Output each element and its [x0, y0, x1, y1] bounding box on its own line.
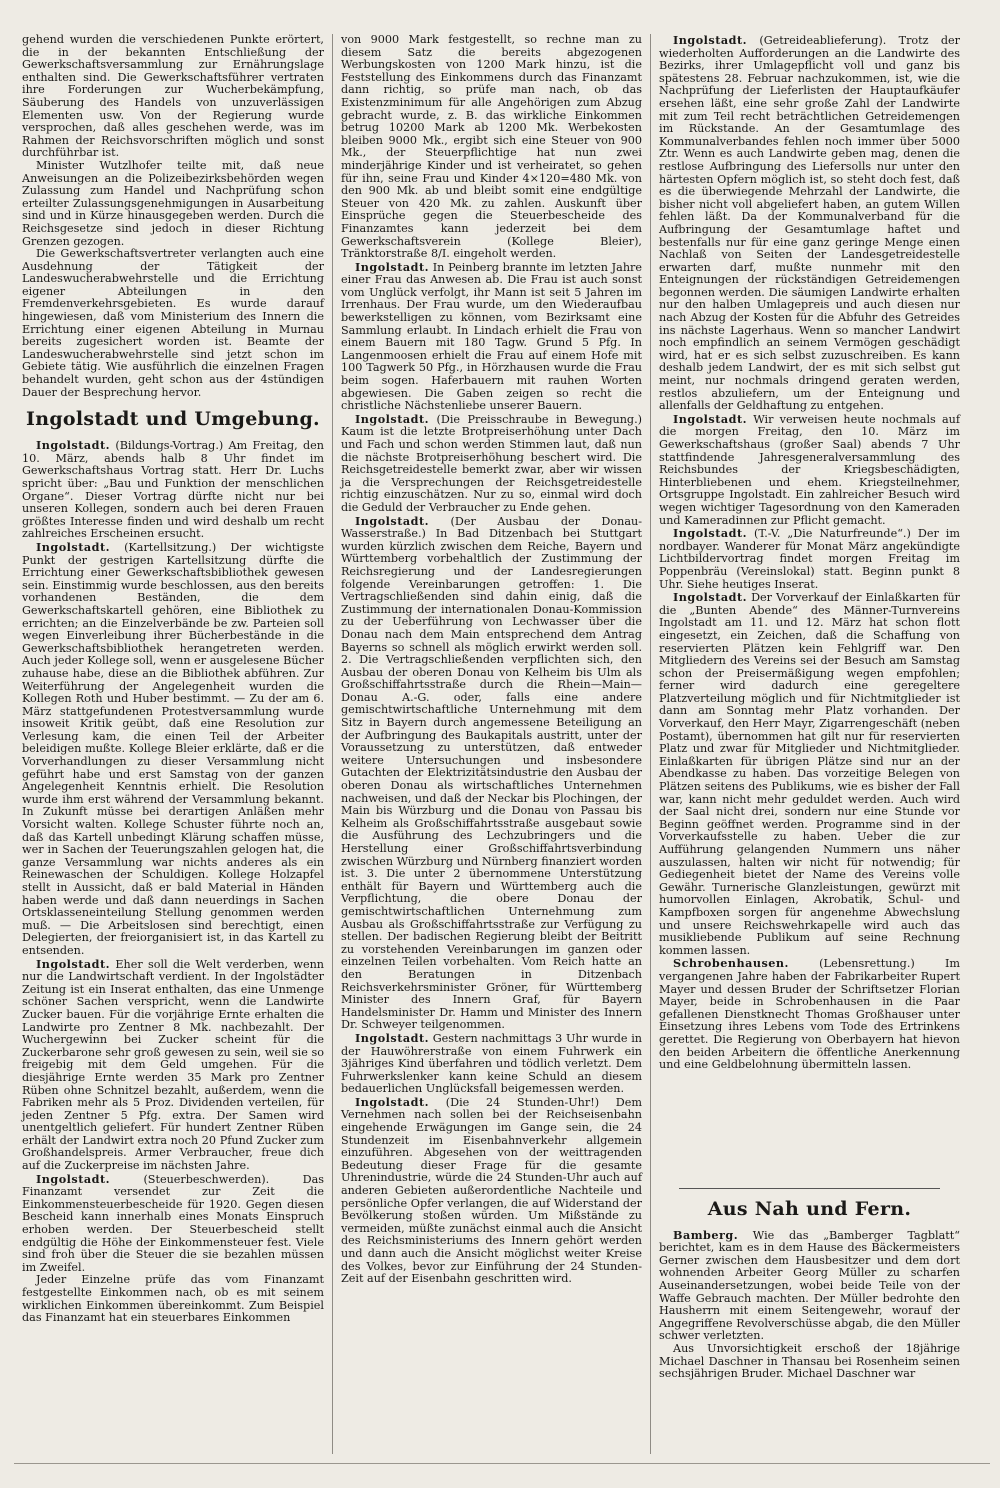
- article-paragraph: [341, 515, 642, 1032]
- article-text: (T.-V. „Die Naturfreunde“.) Der im nordbayer. Wanderer für Monat März angekündigte Lichtbildervortrag findet morgen Freitag im Poppenbräu (Vereinslokal) statt. Beginn punkt 8 Uhr. Siehe heutiges Inserat.: [659, 527, 960, 591]
- article-paragraph: [341, 34, 642, 261]
- article-kicker: Schrobenhausen.: [673, 956, 789, 971]
- article-kicker: Ingolstadt.: [673, 411, 748, 426]
- bleed-through-shadow: [659, 1078, 960, 1178]
- article-paragraph: [22, 160, 324, 248]
- section-heading-aus-nah-und-fern: Aus Nah und Fern.: [707, 1197, 912, 1220]
- column-layout: [14, 34, 990, 1454]
- column-middle-body: [341, 34, 642, 1286]
- article-kicker: Ingolstadt.: [36, 438, 111, 453]
- article-text: (Bildungs-Vortrag.) Am Freitag, den 10. März, abends halb 8 Uhr findet im Gewerkschaftshaus Vortrag statt. Herr Dr. Luchs spricht über: „Bau und Funktion der menschlichen Organe“. Dieser Vortrag dürfte nicht nur bei unseren Kollegen, sondern auch bei deren Frauen größtes Interesse finden und wird deshalb um recht zahlreiches Erscheinen ersucht.: [22, 439, 325, 541]
- column-middle: [332, 34, 650, 1454]
- article-text: (Die 24 Stunden-Uhr!) Dem Vernehmen nach sollen bei der Reichseisenbahn eingehende Erwägungen im Gange sein, die 24 Stundenzeit im Eisenbahnverkehr allgemein einzuführen. Abgesehen von der weittragenden Bedeutung dieser Frage für die gesamte Uhrenindustrie, würde die 24 Stunden-Uhr auch auf anderen Gebieten außerordentliche Nachteile und persönliche Opfer verlangen, die auf Widerstand der Bevölkerung stoßen würden. Um Mißstände zu vermeiden, müßte zunächst einmal auch die Ansicht des Reichsministeriums des Innern gehört werden und dann auch die Ansicht möglichst weiter Kreise des Volkes, bevor zur Einführung der 24 Stunden-Zeit auf der Eisenbahn geschritten wird.: [341, 1095, 642, 1286]
- article-text: Eher soll die Welt verderben, wenn nur die Landwirtschaft verdient. In der Ingolstädter Zeitung ist ein Inserat enthalten, das eine Unmenge schöner Sachen verspricht, wenn die Landwirte Zucker bauen. Für die vorjährige Ernte erhalten die Landwirte pro Zentner 8 Mk. nachbezahlt. Der Wuchergewinn bei Zucker scheint für die Zuckerbarone sehr groß gewesen zu sein, weil sie so freigebig mit dem Geld umgehen. Für die diesjährige Ernte werden 35 Mark pro Zentner Rüben ohne Schnitzel bezahlt, außerdem, wenn die Fabriken mehr als 5 Proz. Dividenden verteilen, für jeden Zentner 5 Pfg. extra. Der Samen wird unentgeltlich geliefert. Für hundert Zentner Rüben erhält der Landwirt extra noch 20 Pfund Zucker zum Großhandelspreis. Armer Verbraucher, freue dich auf die Zuckerpreise im nächsten Jahre.: [22, 957, 325, 1173]
- article-text: (Der Ausbau der Donau-Wasserstraße.) In Bad Ditzenbach bei Stuttgart wurden kürzlich zwischen dem Reiche, Bayern und Württemberg vorbehaltlich der Zustimmung der Reichsregierung und der Landesregierungen folgende Vereinbarungen getroffen: 1. Die Vertragschließenden sind dahin einig, daß die Zustimmung der internationalen Donau-Kommission zu der Ueberführung von Lechwasser über die Donau nach dem Main entsprechend dem Antrag Bayerns so schnell als möglich erwirkt werden soll. 2. Die Vertragschließenden verpflichten sich, den Ausbau der oberen Donau von Kelheim bis Ulm als Großschiffahrtsstraße durch die Rhein—Main—Donau A.-G. oder, falls eine andere gemischtwirtschaftliche Unternehmung mit dem Sitz in Bayern durch angemessene Beteiligung an der Aufbringung des Baukapitals austritt, unter der Voraussetzung zu unterstützen, daß entweder weitere Untersuchungen und insbesondere Gutachten der Elektrizitätsindustrie den Ausbau der oberen Donau als wirtschaftliches Unternehmen nachweisen, und daß der Neckar bis Plochingen, der Main bis Würzburg und die Donau von Passau bis Kelheim als Großschiffahrtsstraße ausgebaut sowie die Ausführung des Lechzubringers und die Herstellung einer Großschiffahrtsverbindung zwischen Würzburg und Nürnberg finanziert worden ist. 3. Die unter 2 übernommene Unterstützung enthält für Bayern und Württemberg auch die Verpflichtung, die obere Donau der gemischtwirtschaftlichen Unternehmung zum Ausbau als Großschiffahrtsstraße zur Verfügung zu stellen. Der badischen Regierung bleibt der Beitritt zu vorstehenden Vereinbarungen im ganzen oder einzelnen Teilen vorbehalten. Vom Reich hatte an den Beratungen in Ditzenbach Reichsverkehrsminister Gröner, für Württemberg Minister des Innern Graf, für Bayern Handelsminister Dr. Hamm und Minister des Innern Dr. Schweyer teilgenommen.: [341, 514, 642, 1032]
- article-paragraph: [341, 413, 642, 515]
- article-paragraph: [22, 34, 324, 160]
- column-right-section-body: [659, 1229, 960, 1381]
- column-left: [14, 34, 332, 1454]
- article-kicker: Ingolstadt.: [36, 539, 111, 554]
- article-text: In Peinberg brannte im letzten Jahre einer Frau das Anwesen ab. Die Frau ist auch sonst vom Unglück verfolgt, ihr Mann ist seit 5 Jahren im Irrenhaus. Der Frau wurde, um den Wiederaufbau bewerkstelligen zu können, vom Bezirksamt eine Sammlung erlaubt. In Lindach erhielt die Frau von einem Bauern mit 180 Tagw. Grund 5 Pfg. In Langenmoosen erhielt die Frau auf einem Hofe mit 100 Tagwerk 50 Pfg., in Hörzhausen wurde die Frau beim sogen. Haferbauern mit rauhen Worten abgewiesen. Die Gaben zeigen so recht die christliche Nächstenliebe unserer Bauern.: [341, 260, 642, 413]
- article-kicker: Ingolstadt.: [355, 1030, 430, 1045]
- article-paragraph: [22, 958, 324, 1173]
- article-paragraph: [341, 261, 642, 413]
- article-paragraph: [659, 527, 960, 591]
- column-right: [650, 34, 968, 1454]
- article-paragraph: [659, 1343, 960, 1381]
- article-text: Gestern nachmittags 3 Uhr wurde in der Hauwöhrerstraße von einem Fuhrwerk ein 3jähriges Kind überfahren und tödlich verletzt. Dem Fuhrwerkslenker kann keine Schuld an diesem bedauerlichen Unglücksfall beigemessen werden.: [341, 1031, 642, 1096]
- article-paragraph: [22, 1173, 324, 1275]
- article-text: von 9000 Mark festgestellt, so rechne man zu diesem Satz die bereits abgezogenen Werbungskosten von 1200 Mark hinzu, ist die Feststellung des Einkommens durch das Finanzamt dann richtig, so prüfe man nach, ob das Existenzminimum für alle Angehörigen zum Abzug gebracht wurde, z. B. das wirkliche Einkommen betrug 10200 Mark ab 1200 Mk. Werbekosten bleiben 9000 Mk., ergibt sich eine Steuer von 900 Mk., der Steuerpflichtige hat nun zwei minderjährige Kinder und ist verheiratet, so gehen für ihn, seine Frau und Kinder 4×120=480 Mk. von den 900 Mk. ab und bleibt somit eine endgültige Steuer von 420 Mk. zu zahlen. Auskunft über Einsprüche gegen die Steuerbescheide des Finanzamtes kann jederzeit bei dem Gewerkschaftsverein (Kollege Bleier), Tränktorstraße 8/I. eingeholt werden.: [341, 34, 642, 261]
- article-text: Die Gewerkschaftsvertreter verlangten auch eine Ausdehnung der Tätigkeit der Landeswucherabwehrstelle und die Errichtung eigener Abteilungen in den Fremdenverkehrsgebieten. Es wurde darauf hingewiesen, daß vom Ministerium des Innern die Errichtung einer eigenen Abteilung in Murnau bereits zugesichert worden ist. Beamte der Landeswucherabwehrstelle sind jetzt schon im Gebiete tätig. Wie ausführlich die einzelnen Fragen behandelt wurden, geht schon aus der 4stündigen Dauer der Besprechung hervor.: [22, 247, 324, 399]
- article-paragraph: [341, 1032, 642, 1096]
- column-left-body: [22, 34, 324, 399]
- article-paragraph: [659, 413, 960, 527]
- article-paragraph: [22, 541, 324, 958]
- article-kicker: Ingolstadt.: [673, 526, 748, 541]
- article-text: Wie das „Bamberger Tagblatt“ berichtet, kam es in dem Hause des Bäckermeisters Gerner zwischen dem Hausbesitzer und dem dort wohnenden Arbeiter Georg Müller zu scharfen Auseinandersetzungen, wobei beide Teile von der Waffe Gebrauch machten. Der Müller bedrohte den Hausherrn mit einem Seitengewehr, worauf der Angegriffene Revolverschüsse abgab, die den Müller schwer verletzten.: [659, 1228, 961, 1343]
- article-kicker: Ingolstadt.: [36, 1171, 111, 1186]
- article-kicker: Ingolstadt.: [355, 1094, 430, 1109]
- article-text: Der Vorverkauf der Einlaßkarten für die „Bunten Abende“ des Männer-Turnvereins Ingolstadt am 11. und 12. März hat schon flott eingesetzt, ein Zeichen, daß die Schaffung von reservierten Plätzen kein Fehlgriff war. Den Mitgliedern des Vereins sei der Besuch am Samstag schon der Preisermäßigung wegen empfohlen; ferner wird dadurch eine geregeltere Platzverteilung möglich und für Nichtmitglieder ist dann am Sonntag mehr Platz vorhanden. Der Vorverkauf, den Herr Mayr, Zigarrengeschäft (neben Postamt), übernommen hat gilt nur für reservierten Platz und zwar für Mitglieder und Nichtmitglieder. Einlaßkarten für übrigen Plätze sind nur an der Abendkasse zu haben. Das vorzeitige Belegen von Plätzen seitens des Publikums, wie es bisher der Fall war, kann nicht mehr geduldet werden. Auch wird der Saal nicht drei, sondern nur eine Stunde vor Beginn geöffnet werden. Programme sind in der Vorverkaufsstelle zu haben. Ueber die zur Aufführung gelangenden Nummern uns näher auszulassen, halten wir nicht für notwendig; für Gediegenheit bietet der Name des Vereins volle Gewähr. Turnerische Glanzleistungen, gewürzt mit humorvollen Einlagen, Akrobatik, Schul- und Kampfboxen sorgen für angenehme Abwechslung und unsere Reichswehrkapelle wird auch das musikliebende Publikum auf seine Rechnung kommen lassen.: [659, 591, 960, 957]
- article-paragraph: [659, 1229, 960, 1343]
- article-text: Jeder Einzelne prüfe das vom Finanzamt festgestellte Einkommen nach, ob es mit seinem wirklichen Einkommen übereinkommt. Zum Beispiel das Finanzamt hat ein steuerbares Einkommen: [22, 1273, 324, 1325]
- article-paragraph: [22, 439, 324, 541]
- column-right-body: [659, 34, 960, 1072]
- article-kicker: Bamberg.: [673, 1227, 739, 1242]
- article-text: Wir verweisen heute nochmals auf die morgen Freitag, den 10. März im Gewerkschaftshaus (großer Saal) abends 7 Uhr stattfindende Jahresgeneralversammlung des Reichsbundes der Kriegsbeschädigten, Hinterbliebenen und ehem. Kriegsteilnehmer, Ortsgruppe Ingolstadt. Ein zahlreicher Besuch wird wegen wichtiger Tagesordnung von den Kameraden und Kameradinnen zur Pflicht gemacht.: [659, 412, 960, 527]
- article-kicker: Ingolstadt.: [673, 590, 748, 605]
- column-left-section-body: [22, 439, 324, 1325]
- page-footer-strip: [14, 1463, 990, 1474]
- article-text: (Steuerbeschwerden). Das Finanzamt versendet zur Zeit die Einkommensteuerbescheide für 1920. Gegen diesen Bescheid kann innerhalb eines Monats Einspruch erhoben werden. Der Steuerbescheid stellt endgültig die Höhe der Einkommensteuer fest. Viele sind froh über die Steuer die sie bezahlen müssen im Zweifel.: [22, 1172, 324, 1274]
- article-kicker: Ingolstadt.: [355, 411, 430, 426]
- article-text: (Die Preisschraube in Bewegung.) Kaum ist die letzte Brotpreiserhöhung unter Dach und Fach und schon werden Stimmen laut, daß nun die nächste Brotpreiserhöhung beschert wird. Die Reichsgetreidestelle bemerkt zwar, aber wir wissen ja die Versprechungen der Reichsgetreidestelle richtig einzuschätzen. Nur zu so, einmal wird doch die Geduld der Verbraucher zu Ende gehen.: [341, 412, 642, 514]
- article-kicker: Ingolstadt.: [355, 513, 430, 528]
- article-paragraph: [659, 591, 960, 957]
- article-text: Minister Wutzlhofer teilte mit, daß neue Anweisungen an die Polizeibezirksbehörden wegen Zulassung zum Handel und Nachprüfung schon erteilter Zulassungsgenehmigungen in Ausarbeitung sind und in Kürze hinausgegeben werden. Durch die Reichsgesetze sind jedoch in dieser Richtung Grenzen gezogen.: [22, 158, 324, 248]
- article-kicker: Ingolstadt.: [673, 34, 748, 47]
- article-paragraph: [22, 248, 324, 399]
- article-text: (Getreideablieferung). Trotz der wiederholten Aufforderungen an die Landwirte des Bezirks, ihrer Umlagepflicht voll und ganz bis spätestens 28. Februar nachzukommen, ist, wie die Nachprüfung der Lieferlisten der Hauptaufkäufer ersehen läßt, eine sehr große Zahl der Landwirte mit zum Teil recht beträchtlichen Getreidemengen im Rückstande. An der Gesamtumlage des Kommunalverbandes fehlen noch immer über 5000 Ztr. Wenn es auch Landwirte geben mag, denen die restlose Aufbringung des Liefersolls nur unter den härtesten Opfern möglich ist, so steht doch fest, daß es die überwiegende Mehrzahl der Landwirte, die bisher nicht voll abgeliefert haben, an gutem Willen fehlen läßt. Da der Kommunalverband für die Aufbringung der Gesamtumlage haftet und bestenfalls nur für eine ganz geringe Menge einen Nachlaß von Seiten der Landesgetreidestelle erwarten darf, mußte nunmehr mit den Enteignungen der rückständigen Getreidemengen begonnen werden. Die säumigen Landwirte erhalten nur den halben Umlagepreis und auch diesen nur nach Abzug der Kosten für die Abfuhr des Getreides ins nächste Lagerhaus. Wenn so mancher Landwirt noch empfindlich an seinem Vermögen geschädigt wird, hat er es sich selbst zuzuschreiben. Es kann deshalb jedem Landwirt, der es mit sich selbst gut meint, nur nochmals dringend geraten werden, restlos abzuliefern, um der Enteignung und allenfalls der Geldhaftung zu entgehen.: [659, 34, 960, 413]
- article-text: (Lebensrettung.) Im vergangenen Jahre haben der Fabrikarbeiter Rupert Mayer und dessen Bruder der Schriftsetzer Florian Mayer, beide in Schrobenhausen in die Paar gefallenen Dienstknecht Thomas Großhauser unter Einsetzung ihres Lebens vom Tode des Ertrinkens gerettet. Die Regierung von Oberbayern hat hievon den beiden Arbeitern die öffentliche Anerkennung und eine Geldbelohnung übermitteln lassen.: [659, 957, 961, 1072]
- article-text: Aus Unvorsichtigkeit erschoß der 18jährige Michael Daschner in Thansau bei Rosenheim seinen sechsjährigen Bruder. Michael Daschner war: [659, 1342, 960, 1381]
- article-paragraph: [22, 1274, 324, 1324]
- article-kicker: Ingolstadt.: [36, 956, 111, 971]
- article-paragraph: [341, 1096, 642, 1286]
- article-text: gehend wurden die verschiedenen Punkte erörtert, die in der bekannten Entschließung der Gewerkschaftsversammlung zur Ernährungslage enthalten sind. Die Gewerkschaftsführer vertraten ihre Forderungen zur Wucherbekämpfung, Säuberung des Handels von unzuverlässigen Elementen usw. Von der Regierung wurde versprochen, daß alles geschehen werde, was im Rahmen der Reichsvorschriften möglich und sonst durchführbar ist.: [22, 34, 324, 160]
- article-paragraph: [659, 34, 960, 413]
- section-heading-ingolstadt: Ingolstadt und Umgebung.: [26, 408, 320, 431]
- article-paragraph: [659, 957, 960, 1071]
- section-rule: [679, 1188, 940, 1189]
- article-kicker: Ingolstadt.: [355, 259, 430, 274]
- article-text: (Kartellsitzung.) Der wichtigste Punkt der gestrigen Kartellsitzung dürfte die Errichtung einer Gewerkschaftsbibliothek gewesen sein. Einstimmig wurde beschlossen, aus den bereits vorhandenen Beständen, die dem Gewerkschaftskartell gehören, eine Bibliothek zu errichten; an die Einzelverbände be zw. Parteien soll wegen Einverleibung ihrer Bücherbestände in die Gewerkschaftsbibliothek herangetreten werden. Auch jeder Kollege soll, wenn er ausgelesene Bücher zuhause habe, diese an die Bibliothek abführen. Zur Weiterführung der Angelegenheit wurden die Kollegen Roth und Huber bestimmt. — Zu der am 6. März stattgefundenen Protestversammlung wurde insoweit Kritik geübt, daß eine Resolution zur Verlesung kam, die einen Teil der Arbeiter beleidigen mußte. Kollege Bleier erklärte, daß er die Vorverhandlungen zu dieser Versammlung nicht geführt habe und erst Samstag von der ganzen Angelegenheit Kenntnis erhielt. Die Resolution wurde ihm erst während der Versammlung bekannt. In Zukunft müsse bei derartigen Anläßen mehr Vorsicht walten. Kollege Schuster führte noch an, daß das Kartell unbedingt Klärung schaffen müsse, wer in Sachen der Teuerungszahlen gelogen hat, die ganze Versammlung war nichts anderes als ein Reinewaschen der Schuldigen. Kollege Holzapfel stellt in Aussicht, daß er bald Material in Händen haben werde und daß dann neuerdings in Sachen Ortsklasseneinteilung Stellung genommen werden muß. — Die Arbeitslosen sind berechtigt, einen Delegierten, der freiorganisiert ist, in das Kartell zu entsenden.: [22, 540, 325, 957]
